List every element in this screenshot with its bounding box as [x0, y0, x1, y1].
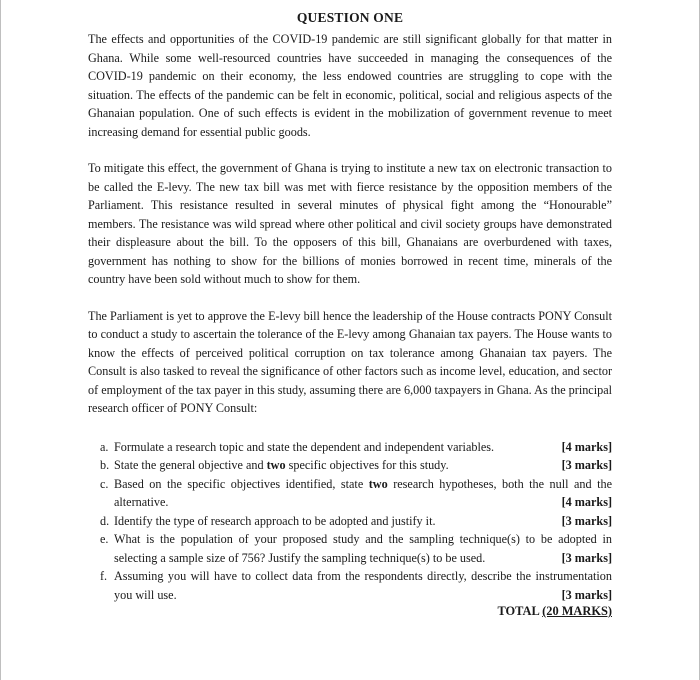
question-item-e [88, 530, 612, 567]
paragraph-pony-consult: The Parliament is yet to approve the E-levy bill hence the leadership of the House contracts PONY Consult to conduct a study to ascertain the tolerance of the E-levy among Ghanaian tax payers. The House wants to know the effects of perceived political corruption on tax tolerance among Ghanaian tax payers. The Consult is also tasked to reveal the significance of other factors such as income level, education, and sector of employment of the tax payer in this study, assuming there are 6,000 taxpayers in Ghana. As the principal research officer of PONY Consult: [88, 308, 612, 415]
question-item-a [88, 438, 612, 457]
question-item-d [88, 512, 612, 531]
question-text: Assuming you will have to collect data from the respondents directly, describe the instrumentation you will use. [114, 569, 612, 602]
question-text-part: Based on the specific objectives identified, state [114, 476, 369, 491]
question-text-emphasis: two [266, 458, 286, 472]
question-letter: c. [100, 476, 109, 491]
question-item-b [88, 456, 612, 475]
question-marks: [3 marks] [561, 587, 612, 602]
question-item-f [88, 567, 612, 604]
total-marks [88, 604, 612, 619]
question-text: Identify the type of research approach to be adopted and justify it. [114, 513, 436, 528]
question-text-part: research hypotheses, both the null and the alternative. [114, 476, 612, 509]
question-text: Formulate a research topic and state the dependent and independent variables. [114, 439, 495, 454]
question-text-part: specific objectives for this study. [285, 458, 449, 472]
question-text-emphasis: two [368, 476, 388, 491]
question-letter: a. [100, 439, 109, 454]
question-list [88, 438, 612, 605]
question-letter: f. [100, 569, 108, 583]
question-marks: [4 marks] [561, 439, 612, 454]
paragraph-covid-effects: The effects and opportunities of the COVID-19 pandemic are still significant globally for that matter in Ghana. While some well-resourced countries have succeeded in managing the consequences of the COVID-19 pandemic on their economy, the less endowed countries are struggling to cope with the situation. The effects of the pandemic can be felt in economic, political, social and religious aspects of the Ghanaian population. One of such effects is evident in the mobilization of government revenue to meet increasing demand for essential public goods. [88, 32, 612, 139]
question-text: What is the population of your proposed study and the sampling technique(s) to be adopted in selecting a sample size of 756? Justify the sampling technique(s) to be used. [114, 532, 612, 565]
question-marks: [4 marks] [561, 495, 612, 509]
question-marks: [3 marks] [561, 458, 612, 472]
question-letter: e. [100, 532, 109, 546]
document-page [88, 10, 612, 619]
left-page-edge [0, 0, 1, 680]
question-letter: d. [100, 513, 110, 528]
question-text-part: State the general objective and [114, 458, 267, 472]
question-marks: [3 marks] [561, 550, 612, 565]
paragraph-e-levy: To mitigate this effect, the government of Ghana is trying to institute a new tax on electronic transaction to be called the E-levy. The new tax bill was met with fierce resistance by the opposition members of the Parliament. This resistance resulted in several minutes of physical fight among the “Honourable” members. The resistance was wild spread where other political and civil society groups have demonstrated their displeasure about the bill. To the opposers of this bill, Ghanaians are overburdened with taxes, government has nothing to show for the billions of monies borrowed in recent time, minerals of the country have been sold without much to show for them. [88, 161, 612, 286]
question-item-c [88, 475, 612, 512]
total-label: TOTAL [497, 604, 543, 618]
question-letter: b. [100, 458, 110, 472]
question-title: QUESTION ONE [296, 10, 404, 25]
question-marks: [3 marks] [561, 513, 612, 528]
total-value: (20 MARKS) [542, 604, 612, 618]
